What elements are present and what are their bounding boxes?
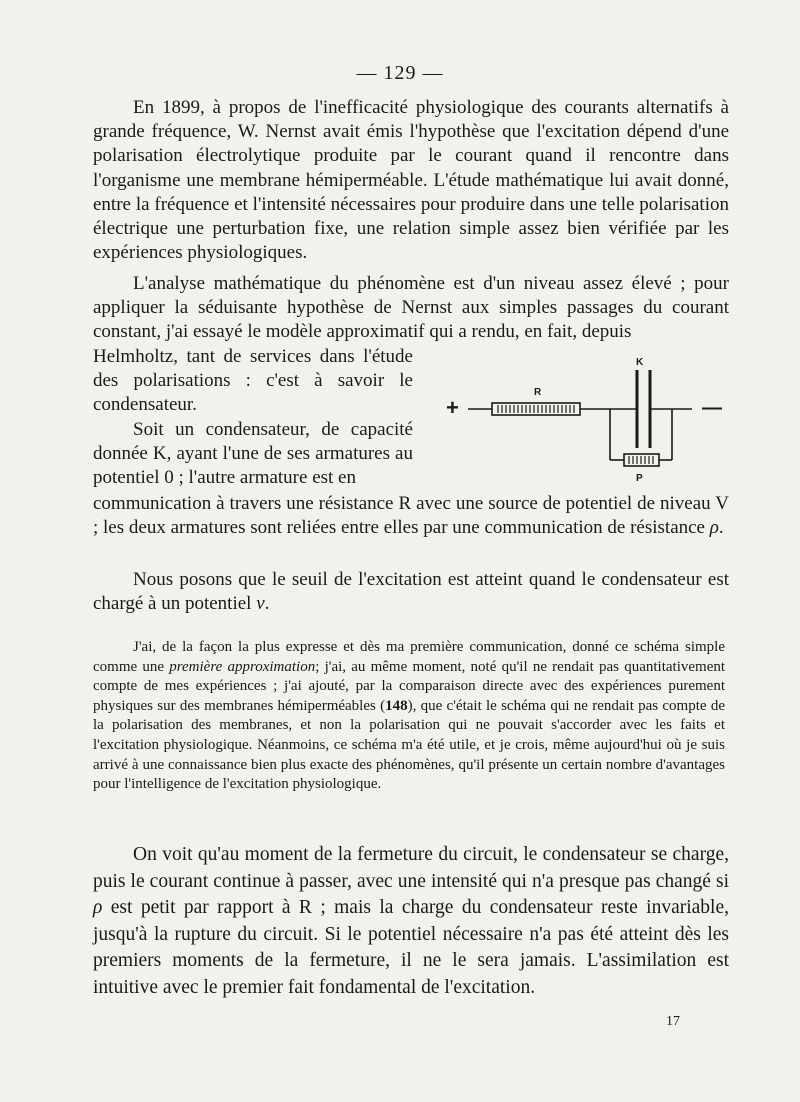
note-part-1: J'ai, de la façon la plus expresse et dès ma première communication, donné ce schéma simple comme une [93,639,725,675]
paragraph-analyse-continued: Helmholtz, tant de services dans l'étude des polarisations : c'est à savoir le condensateur. [93,346,413,416]
rho-symbol: ρ [709,517,719,539]
communication-end: . [718,517,724,539]
page-header: — 129 — [356,62,444,84]
minus-terminal-label: — [702,397,722,419]
note-part-2: ; j'ai, au même moment, noté qu'il ne rendait pas quantitativement compte de mes expériences ; j'ai ajouté, par la comparaison directe avec des expériences purement physiques sur des membranes hémiperméables ( [93,658,726,714]
footnote-block [93,638,725,795]
threshold-end: . [264,593,270,615]
note-italic-approximation: première approximation [169,658,316,675]
communication-text: communication à travers une résistance R avec une source de potentiel de niveau V ; les deux armatures sont reliées entre elles par une communication de résistance [93,493,729,539]
potential-v-symbol: v [256,593,265,615]
resistance-label-rho: P [636,473,643,484]
capacitor-k [637,370,650,448]
resistance-label-r: R [534,387,542,398]
paragraph-intro: En 1899, à propos de l'inefficacité physiologique des courants alternatifs à grande fréquence, W. Nernst avait émis l'hypothèse que l'excitation dépend d'une polarisation électrolytique produite par le courant quand il rencontre dans l'organisme une membrane hémiperméable. L'étude mathématique lui avait donné, entre la fréquence et l'intensité nécessaires pour produire dans une telle polarisation électrique une perturbation fixe, une relation simple assez bien vérifiée par les expériences physiologiques. [93,97,729,264]
paragraph-communication [93,492,729,540]
threshold-text: Nous posons que le seuil de l'excitation est atteint quand le condensateur est chargé à un potentiel [93,569,729,615]
resistor-r [492,403,580,415]
folio-signature: 17 [666,1014,680,1029]
paragraph-final [93,842,729,1001]
paragraph-nous-posons [93,568,729,616]
circuit-wires [468,409,692,460]
paragraph-analyse: L'analyse mathématique du phénomène est d'un niveau assez élevé ; pour appliquer la séduisante hypothèse de Nernst aux simples passages du courant constant, j'ai essayé le modèle approximatif qui a rendu, en fait, depuis [93,273,729,343]
paragraph-soit: Soit un condensateur, de capacité donnée K, ayant l'une de ses armatures au potentiel 0 ; l'autre armature est en [93,419,413,489]
plus-terminal-label: + [446,395,459,420]
final-text-b: est petit par rapport à R ; mais la charge du condensateur reste invariable, jusqu'à la rupture du circuit. Si le potentiel nécessaire n'a pas été atteint dès les premiers moments de la fermeture, il ne le sera jamais. L'assimilation est intuitive avec le premier fait fondamental de l'excitation. [93,897,730,998]
capacity-label-k: K [636,357,644,368]
note-reference-number: 148 [385,697,408,714]
condenser-circuit-diagram [440,352,730,487]
final-rho-symbol: ρ [93,897,103,918]
final-text-a: On voit qu'au moment de la fermeture du circuit, le condensateur se charge, puis le courant continue à passer, avec une intensité qui n'a presque pas changé si [93,844,729,892]
resistor-rho [624,454,659,466]
note-part-3: ), que c'était le schéma qui ne rendait pas compte de la polarisation des membranes, et non la polarisation qui ne pouvait s'accorder avec les faits et l'excitation physiologique. Néanmoins, ce schéma m'a été utile, et je crois, même aujourd'hui où je suis arrivé à une connaissance bien plus exacte des phénomènes, qu'il présente un certain nombre d'avantages pour l'intelligence de l'excitation physiologique. [93,697,725,793]
